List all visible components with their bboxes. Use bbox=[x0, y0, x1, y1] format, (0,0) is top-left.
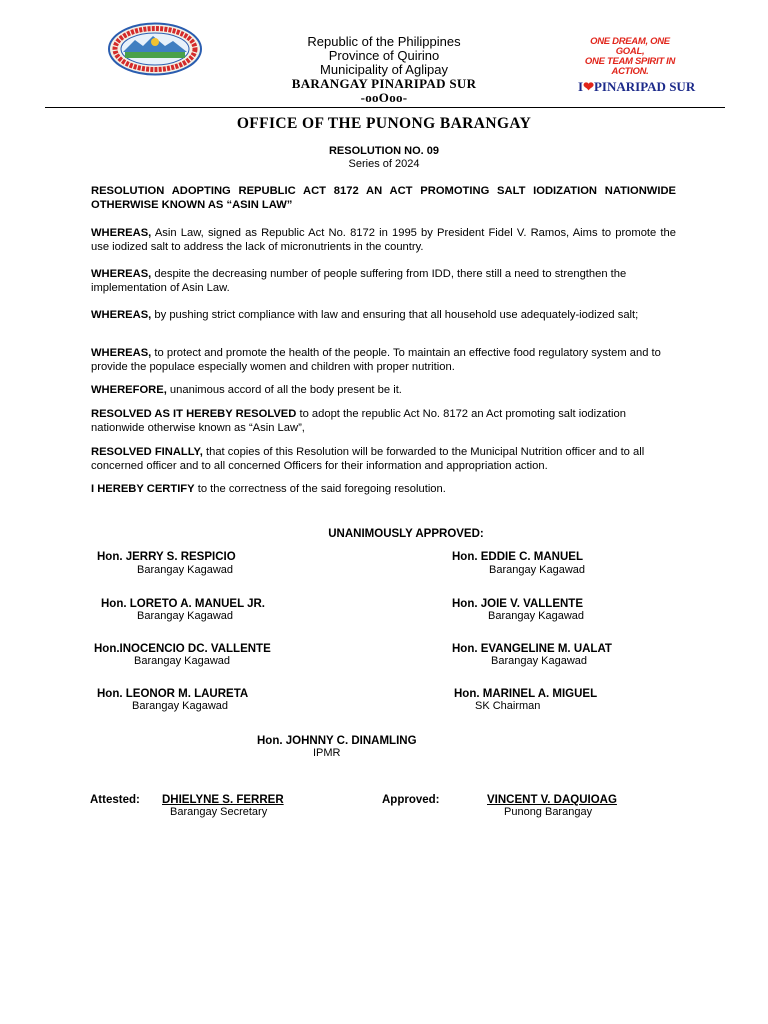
attested-label: Attested: bbox=[90, 794, 140, 806]
resolution-series: Series of 2024 bbox=[348, 158, 420, 170]
signatory-title: SK Chairman bbox=[475, 700, 541, 712]
slogan-line-1: ONE DREAM, ONE GOAL, bbox=[590, 36, 670, 57]
paragraph-lead: WHEREAS, bbox=[91, 309, 152, 321]
paragraph-whereas-2 bbox=[91, 267, 676, 295]
paragraph-resolved-finally bbox=[91, 445, 676, 473]
signatory-title: Barangay Kagawad bbox=[137, 564, 234, 576]
paragraph-lead: RESOLVED AS IT HEREBY RESOLVED bbox=[91, 408, 297, 420]
approved-title: Punong Barangay bbox=[504, 806, 593, 818]
heart-icon: ❤ bbox=[583, 79, 594, 94]
resolution-title: RESOLUTION ADOPTING REPUBLIC ACT 8172 AN ACT PROMOTING SALT IODIZATION NATIONWIDE OTHERWISE KNOWN AS “ASIN LAW” bbox=[91, 185, 676, 211]
signatory-title: Barangay Kagawad bbox=[489, 564, 586, 576]
signatory-title: Barangay Kagawad bbox=[134, 655, 231, 667]
signatory-name: Hon. JOIE V. VALLENTE bbox=[452, 598, 583, 610]
header-municipality: Municipality of Aglipay bbox=[320, 62, 448, 77]
slogan-i: I bbox=[578, 79, 584, 94]
document-header bbox=[230, 35, 538, 105]
paragraph-text: by pushing strict compliance with law and ensuring that all household use adequately-iodized salt; bbox=[151, 309, 639, 321]
attested-title: Barangay Secretary bbox=[170, 806, 268, 818]
paragraph-text: despite the decreasing number of people suffering from IDD, there still a need to strengthen the implementation of Asin Law. bbox=[91, 268, 627, 294]
paragraph-whereas-1 bbox=[91, 226, 676, 254]
approved-label: Approved: bbox=[382, 794, 440, 806]
signatory-title: IPMR bbox=[313, 747, 341, 759]
paragraph-lead: RESOLVED FINALLY, bbox=[91, 446, 203, 458]
signatory-name: Hon. LEONOR M. LAURETA bbox=[97, 688, 249, 700]
paragraph-whereas-3 bbox=[91, 308, 651, 322]
paragraph-text: that copies of this Resolution will be forwarded to the Municipal Nutrition officer and to all concerned officer and to all concerned Officers for their information and appropriation action. bbox=[91, 446, 645, 472]
paragraph-lead: I HEREBY CERTIFY bbox=[91, 483, 195, 495]
slogan-line-2: ONE TEAM SPIRIT IN ACTION. bbox=[584, 56, 676, 77]
signatory-name: Hon. JERRY S. RESPICIO bbox=[97, 551, 236, 563]
signatory-name: Hon.INOCENCIO DC. VALLENTE bbox=[94, 643, 271, 655]
slogan-line-3 bbox=[578, 79, 696, 94]
signatory-name: Hon. EVANGELINE M. UALAT bbox=[452, 643, 612, 655]
header-republic: Republic of the Philippines bbox=[307, 34, 461, 49]
attested-name: DHIELYNE S. FERRER bbox=[162, 794, 284, 806]
header-divider bbox=[45, 107, 725, 108]
barangay-seal-logo bbox=[107, 22, 203, 76]
signatory-name: Hon. LORETO A. MANUEL JR. bbox=[101, 598, 265, 610]
paragraph-whereas-4 bbox=[91, 346, 676, 374]
signatory-name: Hon. JOHNNY C. DINAMLING bbox=[257, 735, 417, 747]
paragraph-certify bbox=[91, 482, 676, 496]
signatory-title: Barangay Kagawad bbox=[491, 655, 588, 667]
paragraph-text: to the correctness of the said foregoing resolution. bbox=[194, 483, 446, 495]
signatory-title: Barangay Kagawad bbox=[488, 610, 585, 622]
paragraph-resolved bbox=[91, 407, 676, 435]
paragraph-lead: WHEREAS, bbox=[91, 268, 152, 280]
slogan-place: PINARIPAD SUR bbox=[593, 79, 696, 94]
header-province: Province of Quirino bbox=[328, 48, 440, 63]
approved-name: VINCENT V. DAQUIOAG bbox=[487, 794, 617, 806]
slogan-logo bbox=[578, 36, 696, 94]
paragraph-lead: WHEREAS, bbox=[91, 347, 152, 359]
paragraph-wherefore bbox=[91, 383, 676, 397]
signatory-title: Barangay Kagawad bbox=[137, 610, 234, 622]
header-barangay: BARANGAY PINARIPAD SUR bbox=[291, 76, 477, 91]
paragraph-lead: WHEREAS, bbox=[91, 227, 152, 239]
paragraph-lead: WHEREFORE, bbox=[91, 384, 167, 396]
resolution-number: RESOLUTION NO. 09 bbox=[328, 145, 440, 157]
paragraph-text: to adopt the republic Act No. 8172 an Act promoting salt iodization nationwide otherwise known as “Asin Law”, bbox=[91, 408, 626, 434]
signatory-name: Hon. MARINEL A. MIGUEL bbox=[454, 688, 598, 700]
signatory-name: Hon. EDDIE C. MANUEL bbox=[452, 551, 583, 563]
header-ornament: -ooOoo- bbox=[360, 90, 408, 105]
office-title: OFFICE OF THE PUNONG BARANGAY bbox=[236, 115, 532, 132]
paragraph-text: unanimous accord of all the body present be it. bbox=[166, 384, 402, 396]
paragraph-text: Asin Law, signed as Republic Act No. 8172 in 1995 by President Fidel V. Ramos, Aims to promote the use iodized salt to address the lack of micronutrients in the country. bbox=[91, 227, 676, 253]
signatory-title: Barangay Kagawad bbox=[132, 700, 229, 712]
unanimously-approved-heading: UNANIMOUSLY APPROVED: bbox=[328, 528, 484, 540]
paragraph-text: to protect and promote the health of the people. To maintain an effective food regulatory system and to provide the populace especially women and children with proper nutrition. bbox=[91, 347, 661, 373]
